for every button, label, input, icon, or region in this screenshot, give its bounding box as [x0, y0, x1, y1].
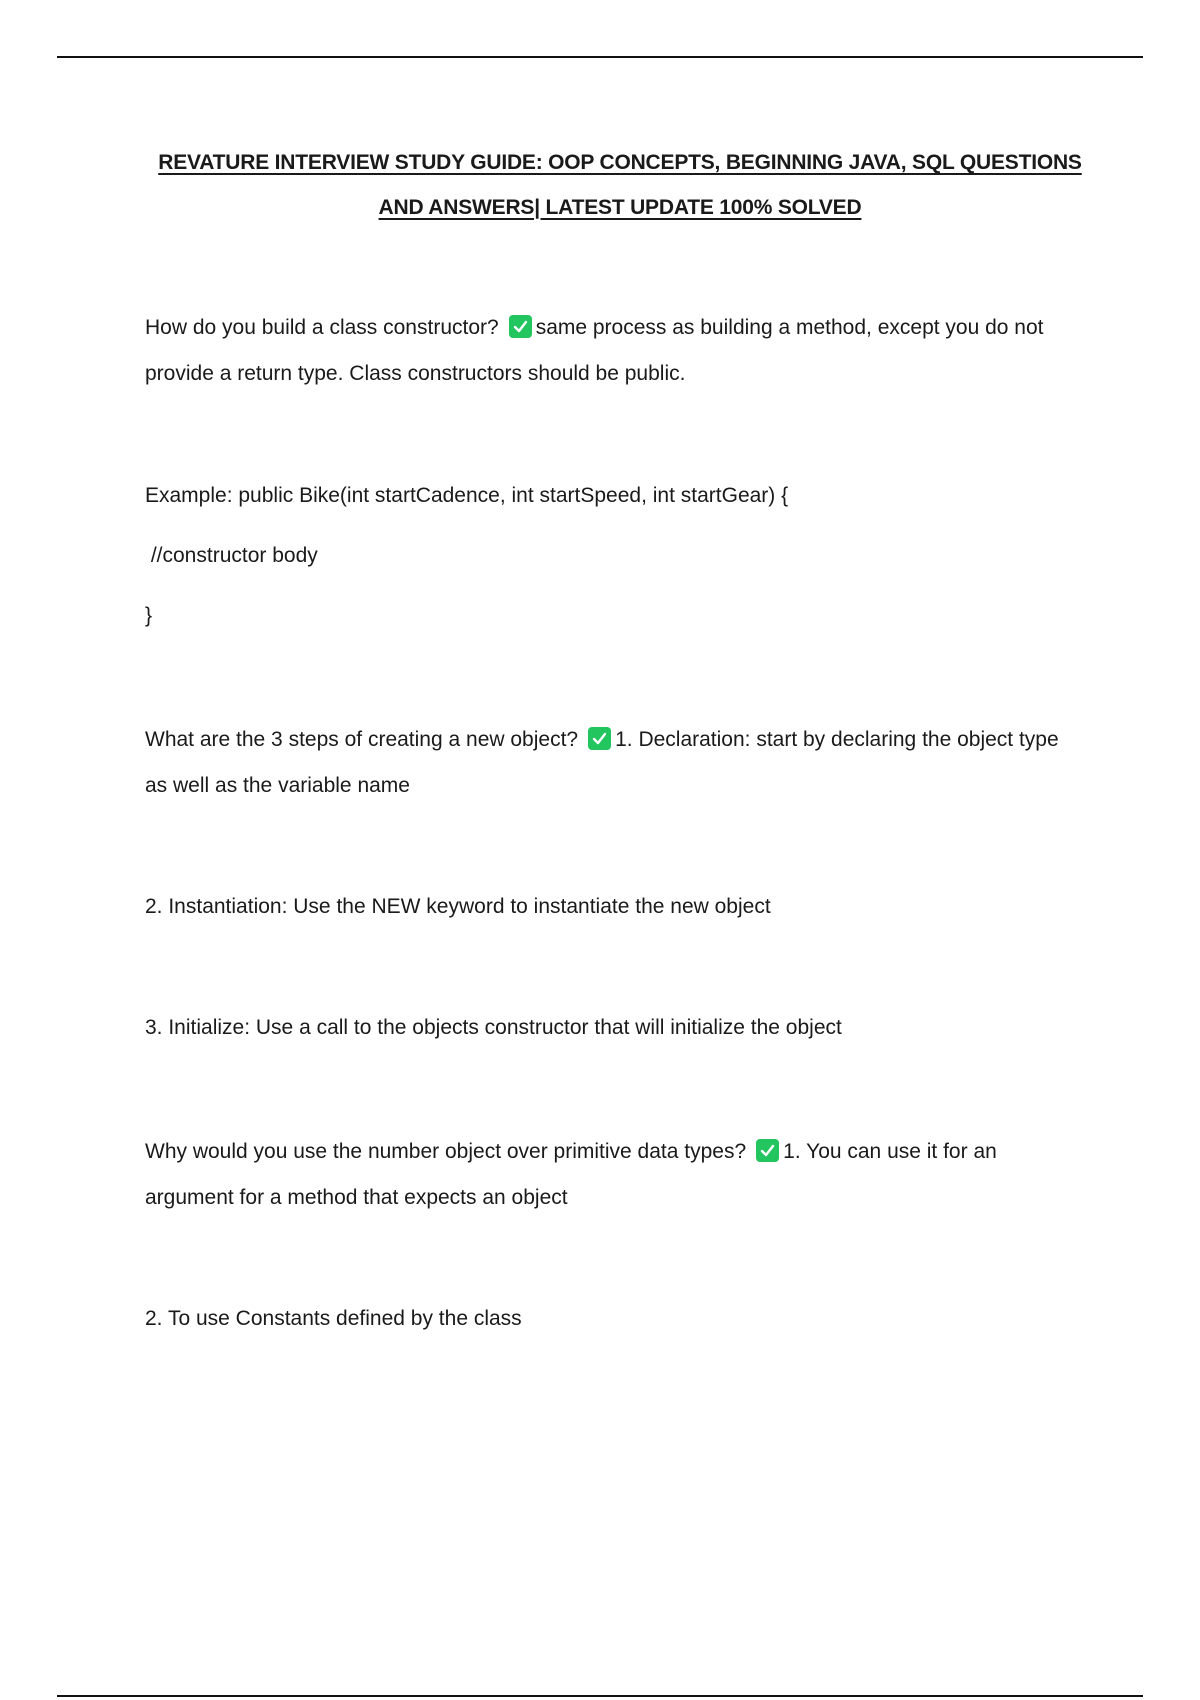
answer-text: 1. You can use it for an argument for a method that expects an object: [145, 1140, 997, 1209]
step-initialize: 3. Initialize: Use a call to the objects constructor that will initialize the object: [145, 1016, 842, 1039]
title-line-1: REVATURE INTERVIEW STUDY GUIDE: OOP CONCEPTS, BEGINNING JAVA, SQL QUESTIONS: [158, 151, 1082, 174]
answer-text: 1. Declaration: start by declaring the object type as well as the variable name: [145, 728, 1059, 797]
bottom-divider: [57, 1695, 1143, 1697]
example-line: //constructor body: [145, 544, 318, 567]
title-line-2: AND ANSWERS| LATEST UPDATE 100% SOLVED: [378, 196, 862, 219]
check-mark-icon: [756, 1139, 779, 1162]
question-text: Why would you use the number object over primitive data types?: [145, 1140, 747, 1163]
qa-item: [145, 305, 1075, 397]
question-text: What are the 3 steps of creating a new object?: [145, 728, 579, 751]
check-mark-icon: [588, 727, 611, 750]
number-reason-constants: 2. To use Constants defined by the class: [145, 1307, 522, 1330]
answer-text: same process as building a method, except you do not provide a return type. Class constructors should be public.: [145, 316, 1044, 385]
check-mark-icon: [509, 315, 532, 338]
example-line: Example: public Bike(int startCadence, int startSpeed, int startGear) {: [145, 484, 789, 507]
top-divider: [57, 56, 1143, 58]
document-title: [140, 140, 1100, 230]
step-instantiation: 2. Instantiation: Use the NEW keyword to instantiate the new object: [145, 895, 771, 918]
qa-item: [145, 1129, 1075, 1221]
question-text: How do you build a class constructor?: [145, 316, 499, 339]
example-line: }: [145, 604, 153, 627]
qa-item: [145, 717, 1075, 809]
